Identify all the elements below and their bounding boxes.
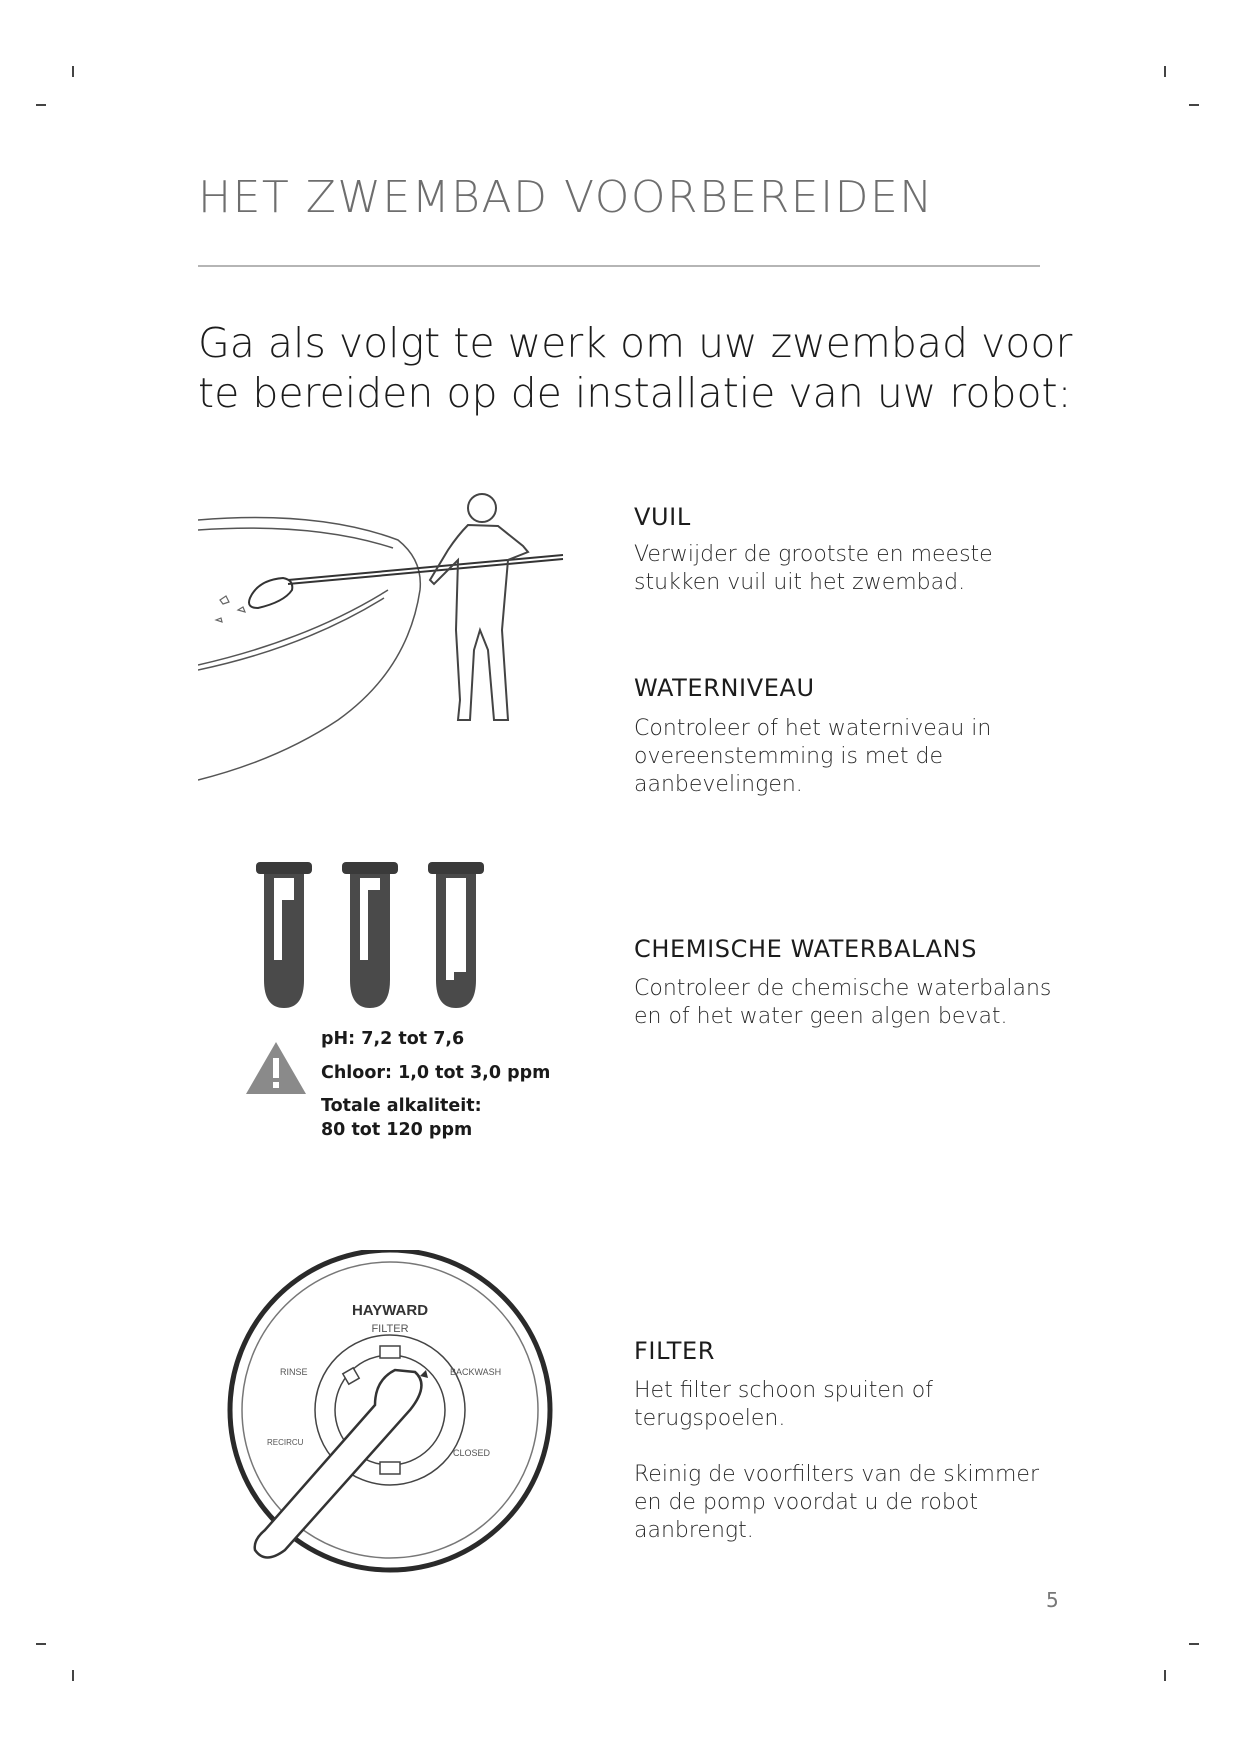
valve-label-closed: CLOSED xyxy=(453,1448,491,1458)
test-tubes-illustration xyxy=(252,860,492,1020)
crop-mark xyxy=(72,1670,74,1681)
page-number: 5 xyxy=(1046,1588,1059,1612)
section-text-vuil: Verwijder de grootste en meeste stukken vuil uit het zwembad. xyxy=(634,542,993,595)
section-text-waterniveau: Controleer of het waterniveau in overeenstemming is met de aanbevelingen. xyxy=(634,716,992,797)
intro-text: Ga als volgt te werk om uw zwembad voor te bereiden op de installatie van uw robot: xyxy=(198,319,1073,417)
brand-subtitle: FILTER xyxy=(371,1323,409,1335)
crop-mark xyxy=(1189,1643,1199,1645)
page-title: HET ZWEMBAD VOORBEREIDEN xyxy=(198,172,934,223)
section-text-filter-2: Reinig de voorfilters van de skimmer en de pomp voordat u de robot aanbrengt. xyxy=(634,1462,1039,1543)
section-heading-waterniveau: WATERNIVEAU xyxy=(634,674,815,702)
section-text-filter: Het filter schoon spuiten of terugspoelen. xyxy=(634,1378,934,1431)
section-heading-filter: FILTER xyxy=(634,1337,716,1365)
section-text-chemische: Controleer de chemische waterbalans en of het water geen algen bevat. xyxy=(634,976,1052,1029)
crop-mark xyxy=(36,1643,46,1645)
crop-mark xyxy=(72,66,74,77)
section-heading-chemische: CHEMISCHE WATERBALANS xyxy=(634,935,978,963)
crop-mark xyxy=(36,104,46,106)
filter-valve-illustration xyxy=(205,1250,555,1580)
section-heading-vuil: VUIL xyxy=(634,503,691,531)
chlorine-range: Chloor: 1,0 tot 3,0 ppm xyxy=(321,1063,551,1083)
crop-mark xyxy=(1164,66,1166,77)
pool-cleaning-illustration xyxy=(198,480,578,830)
alkalinity-label: Totale alkaliteit: xyxy=(321,1096,482,1116)
brand-name: HAYWARD xyxy=(351,1302,429,1319)
warning-triangle-icon xyxy=(244,1040,308,1096)
valve-label-rinse: RINSE xyxy=(280,1367,308,1377)
title-divider xyxy=(198,265,1040,267)
alkalinity-range: 80 tot 120 ppm xyxy=(321,1120,473,1140)
crop-mark xyxy=(1189,104,1199,106)
valve-label-recirc: RECIRCU xyxy=(267,1438,304,1447)
ph-range: pH: 7,2 tot 7,6 xyxy=(321,1029,465,1049)
crop-mark xyxy=(1164,1670,1166,1681)
valve-label-backwash: BACKWASH xyxy=(450,1367,502,1377)
